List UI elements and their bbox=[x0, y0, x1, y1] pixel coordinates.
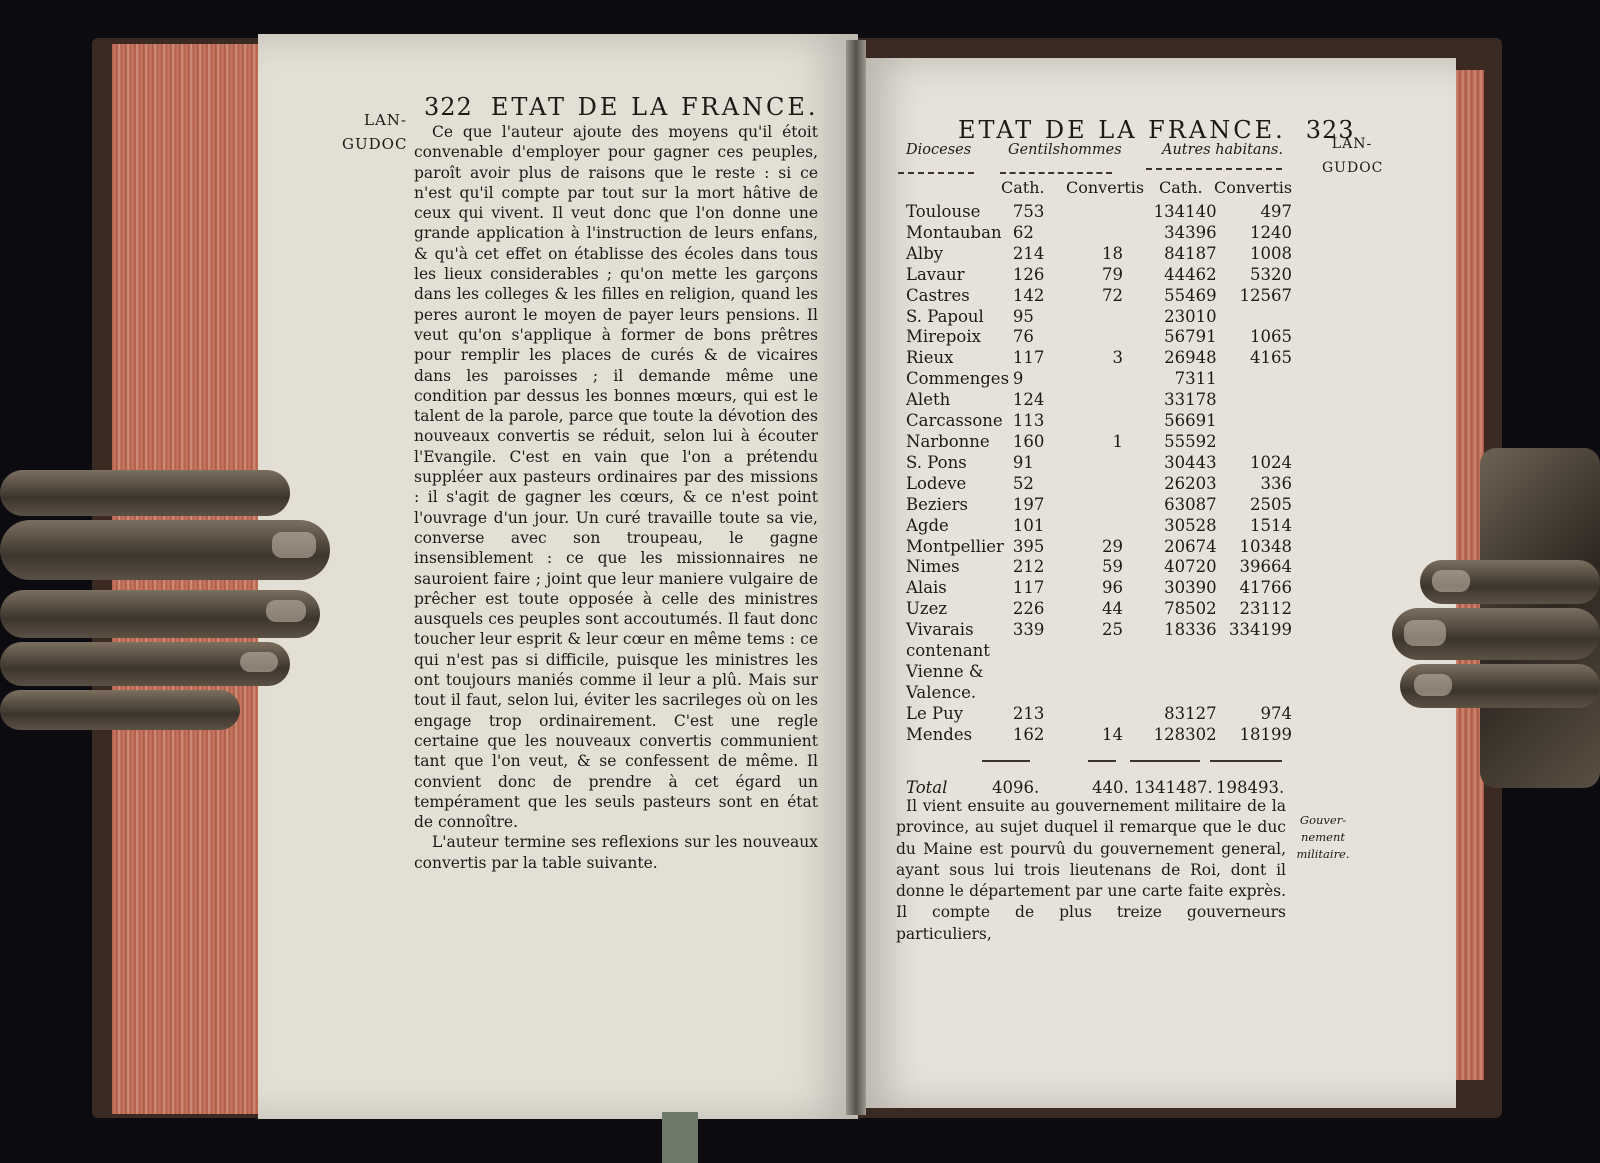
table-row bbox=[906, 599, 1292, 620]
rule bbox=[1146, 168, 1282, 170]
diocese-name: Le Puy bbox=[906, 703, 964, 723]
gentils-convertis-cell: 25 bbox=[1102, 620, 1124, 640]
gentils-convertis-cell: 44 bbox=[1102, 599, 1124, 619]
gentils-cath-cell bbox=[1011, 683, 1056, 704]
autres-convertis-cell: 334199 bbox=[1229, 620, 1292, 640]
left-paragraph-2: L'auteur termine ses reflexions sur les nouveaux convertis par la table suivante. bbox=[414, 833, 818, 872]
right-running-head bbox=[958, 116, 1355, 144]
diocese-name: Alby bbox=[906, 243, 944, 263]
autres-cath-cell bbox=[1129, 662, 1217, 683]
gentils-cath-cell: 753 bbox=[1012, 202, 1045, 221]
gentils-convertis-cell bbox=[1056, 662, 1129, 683]
table-row bbox=[906, 474, 1292, 495]
table-row bbox=[906, 432, 1292, 453]
gentils-convertis-cell bbox=[1056, 704, 1129, 725]
gentils-cath-cell: 162 bbox=[1012, 724, 1045, 744]
gentils-convertis-cell bbox=[1056, 390, 1129, 411]
autres-cath-cell: 33178 bbox=[1164, 390, 1217, 410]
left-running-title: ETAT DE LA FRANCE. bbox=[490, 93, 819, 121]
autres-convertis-cell bbox=[1217, 411, 1292, 432]
right-page-number: 323 bbox=[1305, 116, 1355, 144]
left-paragraph-1: Ce que l'auteur ajoute des moyens qu'il étoit convenable d'employer pour gagner ces peuples, paroît avoir plus de raisons que le reste : si ce n'est qu'il compte par tout sur la mort hâtive de ceux qui vivent. Il veut donc que l'on donne une grande application à l'instruction de leurs enfans, & qu'à cet effet on établisse des écoles dans tous les lieux considerables ; qu'on mette les garçons dans les colleges & les filles en religion, quand les peres auront le moyen de payer leurs pensions. Il veut qu'on s'applique à former de bons prêtres pour remplir les places de curés & de vicaires dans les paroisses ; il demande même une condition par dessus les bonnes mœurs, qui est le talent de la parole, parce que toute la dévotion des nouveaux convertis se réduit, selon lui à écouter l'Evangile. C'est en vain que l'on a prétendu suppléer aux pasteurs ordinaires par des missions : il s'agit de gagner les cœurs, & ce n'est point l'ouvrage d'un jour. Un curé travaille toute sa vie, converse avec son troupeau, le gagne insensiblement : ce que les missionnaires ne sauroient faire ; joint que leur maniere vulgaire de prêcher est toute opposée à celle des ministres ausquels ces peuples sont accoutumés. Il faut donc toucher leur esprit & leur cœur en même tems : ce qui n'est pas si difficile, puisque les ministres les ont toujours maniés comme il leur a plû. Mais sur tout il faut, selon lui, éviter les sacrileges où on les engage trop ordinairement. C'est une regle certaine que les nouveaux convertis communient tant que l'on veut, & se confessent de même. Il convient donc de prendre à cet égard un tempérament que les seuls pasteurs sont en état de connoître. bbox=[414, 123, 818, 832]
autres-convertis-cell: 1008 bbox=[1250, 243, 1292, 263]
diocese-name: Agde bbox=[906, 515, 949, 535]
autres-cath-cell: 26948 bbox=[1164, 348, 1217, 368]
left-hand-finger bbox=[0, 642, 290, 686]
autres-convertis-cell bbox=[1217, 390, 1292, 411]
autres-convertis-cell: 974 bbox=[1260, 703, 1292, 723]
right-paragraph: Il vient ensuite au gouvernement militaire de la province, au sujet duquel il remarque que le duc du Maine est pourvû du gouvernement general, ayant sous lui trois lieutenans de Roi, dont il donne le département par une carte faite exprès. Il compte de plus treize gouverneurs particuliers, bbox=[896, 797, 1286, 943]
left-hand-finger bbox=[0, 520, 330, 580]
autres-cath-cell: 128302 bbox=[1153, 724, 1217, 744]
table-row bbox=[906, 244, 1292, 265]
autres-cath-cell: 40720 bbox=[1164, 557, 1217, 577]
table-row bbox=[906, 495, 1292, 516]
table-row bbox=[906, 390, 1292, 411]
autres-convertis-cell: 23112 bbox=[1239, 599, 1292, 619]
autres-convertis-cell: 12567 bbox=[1239, 285, 1292, 305]
gentils-cath-cell bbox=[1011, 662, 1056, 683]
gentils-convertis-cell bbox=[1056, 474, 1129, 495]
autres-convertis-cell: 18199 bbox=[1239, 724, 1292, 744]
gentils-convertis-cell: 79 bbox=[1102, 264, 1124, 284]
gentils-cath-cell bbox=[1011, 641, 1056, 662]
autres-convertis-cell: 497 bbox=[1260, 202, 1292, 221]
total-autres-cath: 1341487. bbox=[1134, 778, 1213, 797]
total-autres-convertis: 198493. bbox=[1216, 778, 1285, 797]
table-row bbox=[906, 265, 1292, 286]
gentils-convertis-cell bbox=[1056, 327, 1129, 348]
autres-cath-cell bbox=[1129, 683, 1217, 704]
autres-convertis-cell: 10348 bbox=[1239, 536, 1292, 556]
gentils-cath-cell: 52 bbox=[1012, 473, 1034, 493]
autres-cath-cell: 56691 bbox=[1164, 411, 1217, 431]
autres-cath-cell: 30443 bbox=[1164, 452, 1217, 472]
autres-convertis-cell bbox=[1217, 662, 1292, 683]
table-row bbox=[906, 453, 1292, 474]
ribbon-bookmark bbox=[662, 1112, 698, 1163]
right-margin-note: LAN- GUDOC bbox=[1322, 136, 1384, 176]
table-row bbox=[906, 516, 1292, 537]
sub-cath-2: Cath. bbox=[1159, 178, 1203, 197]
gentils-convertis-cell bbox=[1056, 516, 1129, 537]
diocese-name: Lavaur bbox=[906, 264, 965, 284]
autres-cath-cell: 78502 bbox=[1164, 599, 1217, 619]
gentils-cath-cell: 124 bbox=[1012, 390, 1045, 410]
autres-convertis-cell bbox=[1217, 641, 1292, 662]
rule bbox=[982, 760, 1030, 762]
autres-cath-cell: 20674 bbox=[1164, 536, 1217, 556]
table-row bbox=[906, 578, 1292, 599]
total-gentils-convertis: 440. bbox=[1092, 778, 1129, 797]
table-row bbox=[906, 369, 1292, 390]
autres-cath-cell: 134140 bbox=[1153, 202, 1217, 221]
autres-convertis-cell: 2505 bbox=[1250, 494, 1292, 514]
diocese-name: Carcassone bbox=[906, 411, 1003, 431]
gentils-convertis-cell: 72 bbox=[1102, 285, 1124, 305]
autres-convertis-cell: 1065 bbox=[1250, 327, 1292, 347]
right-hand-finger bbox=[1392, 608, 1600, 660]
converts-table bbox=[906, 202, 1292, 746]
left-hand-finger bbox=[0, 470, 290, 516]
diocese-name: Nimes bbox=[906, 557, 960, 577]
gentils-cath-cell: 76 bbox=[1012, 327, 1034, 347]
total-gentils-cath: 4096. bbox=[992, 778, 1040, 797]
right-page-body bbox=[896, 796, 1286, 945]
gentils-cath-cell: 214 bbox=[1012, 243, 1045, 263]
autres-cath-cell: 63087 bbox=[1164, 494, 1217, 514]
autres-cath-cell: 55469 bbox=[1164, 285, 1217, 305]
diocese-name: Narbonne bbox=[906, 431, 990, 451]
rule bbox=[1130, 760, 1200, 762]
gentils-convertis-cell: 59 bbox=[1102, 557, 1124, 577]
gentils-cath-cell: 101 bbox=[1012, 515, 1045, 535]
gentils-cath-cell: 212 bbox=[1012, 557, 1045, 577]
gentils-cath-cell: 113 bbox=[1012, 411, 1045, 431]
autres-cath-cell: 30528 bbox=[1164, 515, 1217, 535]
left-hand-finger bbox=[0, 690, 240, 730]
gentils-cath-cell: 62 bbox=[1012, 222, 1034, 242]
gentils-convertis-cell: 1 bbox=[1112, 431, 1124, 451]
gentils-convertis-cell: 3 bbox=[1112, 348, 1124, 368]
autres-convertis-cell: 5320 bbox=[1250, 264, 1292, 284]
autres-convertis-cell: 1514 bbox=[1250, 515, 1292, 535]
diocese-name: Vivarais bbox=[906, 620, 974, 640]
autres-convertis-cell: 336 bbox=[1260, 473, 1292, 493]
autres-convertis-cell bbox=[1217, 369, 1292, 390]
diocese-name: Castres bbox=[906, 285, 970, 305]
gentils-convertis-cell bbox=[1056, 683, 1129, 704]
right-hand-finger bbox=[1420, 560, 1600, 604]
autres-cath-cell: 56791 bbox=[1164, 327, 1217, 347]
gentils-cath-cell: 95 bbox=[1012, 306, 1034, 326]
diocese-name: Toulouse bbox=[906, 202, 981, 221]
table-row bbox=[906, 411, 1292, 432]
autres-cath-cell: 26203 bbox=[1164, 473, 1217, 493]
gentils-convertis-cell: 29 bbox=[1102, 536, 1124, 556]
table-row bbox=[906, 202, 1292, 223]
table-row bbox=[906, 327, 1292, 348]
sub-convertis-2: Convertis bbox=[1214, 178, 1293, 197]
diocese-name: S. Papoul bbox=[906, 306, 984, 326]
autres-cath-cell: 84187 bbox=[1164, 243, 1217, 263]
table-row bbox=[906, 704, 1292, 725]
left-running-head bbox=[424, 93, 819, 121]
autres-convertis-cell: 1240 bbox=[1250, 222, 1292, 242]
gentils-cath-cell: 197 bbox=[1012, 494, 1045, 514]
gentils-convertis-cell bbox=[1056, 453, 1129, 474]
table-row bbox=[906, 286, 1292, 307]
left-hand-finger bbox=[0, 590, 320, 638]
diocese-name: Lodeve bbox=[906, 473, 967, 493]
table-row bbox=[906, 620, 1292, 641]
right-hand-finger bbox=[1400, 664, 1600, 708]
diocese-name: contenant bbox=[906, 641, 990, 661]
sub-convertis-1: Convertis bbox=[1066, 178, 1145, 197]
autres-cath-cell: 83127 bbox=[1164, 703, 1217, 723]
diocese-name: Vienne & bbox=[906, 661, 984, 681]
table-row bbox=[906, 683, 1292, 704]
diocese-name: Valence. bbox=[906, 682, 977, 702]
right-running-title: ETAT DE LA FRANCE. bbox=[958, 116, 1286, 144]
autres-convertis-cell: 41766 bbox=[1239, 578, 1292, 598]
gentils-cath-cell: 126 bbox=[1012, 264, 1045, 284]
autres-cath-cell: 34396 bbox=[1164, 222, 1217, 242]
table-row bbox=[906, 662, 1292, 683]
diocese-name: Commenges bbox=[906, 369, 1010, 389]
gentils-cath-cell: 117 bbox=[1012, 348, 1045, 368]
left-page-body bbox=[414, 122, 818, 873]
autres-cath-cell bbox=[1129, 641, 1217, 662]
table-row bbox=[906, 537, 1292, 558]
diocese-name: Montauban bbox=[906, 222, 1002, 242]
diocese-name: Alais bbox=[906, 578, 947, 598]
gentils-convertis-cell: 14 bbox=[1102, 724, 1124, 744]
autres-convertis-cell bbox=[1217, 307, 1292, 328]
gentils-convertis-cell bbox=[1056, 202, 1129, 223]
gentils-cath-cell: 142 bbox=[1012, 285, 1045, 305]
gentils-cath-cell: 160 bbox=[1012, 431, 1045, 451]
diocese-name: S. Pons bbox=[906, 452, 967, 472]
diocese-name: Rieux bbox=[906, 348, 954, 368]
left-margin-note: LAN- GUDOC bbox=[342, 111, 408, 153]
table-row bbox=[906, 725, 1292, 746]
gentils-cath-cell: 91 bbox=[1012, 452, 1034, 472]
autres-cath-cell: 23010 bbox=[1164, 306, 1217, 326]
rule bbox=[1210, 760, 1282, 762]
diocese-name: Beziers bbox=[906, 494, 968, 514]
total-label: Total bbox=[906, 778, 948, 797]
header-autres-habitans: Autres habitans. bbox=[1162, 142, 1283, 158]
gentils-convertis-cell bbox=[1056, 307, 1129, 328]
diocese-name: Mirepoix bbox=[906, 327, 981, 347]
gentils-convertis-cell bbox=[1056, 411, 1129, 432]
table-row bbox=[906, 307, 1292, 328]
gentils-cath-cell: 339 bbox=[1012, 620, 1045, 640]
left-page-number: 322 bbox=[424, 93, 473, 121]
autres-convertis-cell: 39664 bbox=[1239, 557, 1292, 577]
book-gutter bbox=[846, 40, 866, 1115]
gentils-convertis-cell bbox=[1056, 223, 1129, 244]
header-gentilshommes: Gentilshommes bbox=[1008, 142, 1122, 158]
gentils-cath-cell: 213 bbox=[1012, 703, 1045, 723]
gentils-convertis-cell: 96 bbox=[1102, 578, 1124, 598]
rule bbox=[1000, 172, 1112, 174]
table-row bbox=[906, 557, 1292, 578]
header-dioceses: Dioceses bbox=[906, 142, 972, 158]
rule bbox=[1088, 760, 1116, 762]
gentils-cath-cell: 226 bbox=[1012, 599, 1045, 619]
autres-cath-cell: 44462 bbox=[1164, 264, 1217, 284]
side-note-gouvernement: Gouver- nement militaire. bbox=[1296, 813, 1350, 861]
table-row bbox=[906, 348, 1292, 369]
autres-convertis-cell bbox=[1217, 432, 1292, 453]
gentils-convertis-cell bbox=[1056, 369, 1129, 390]
diocese-name: Mendes bbox=[906, 724, 973, 744]
autres-cath-cell: 7311 bbox=[1174, 369, 1217, 389]
gentils-cath-cell: 117 bbox=[1012, 578, 1045, 598]
diocese-name: Montpellier bbox=[906, 536, 1004, 556]
gentils-convertis-cell bbox=[1056, 641, 1129, 662]
gentils-cath-cell: 9 bbox=[1012, 369, 1024, 389]
table-row bbox=[906, 223, 1292, 244]
gentils-convertis-cell: 18 bbox=[1102, 243, 1124, 263]
autres-cath-cell: 30390 bbox=[1164, 578, 1217, 598]
autres-convertis-cell: 1024 bbox=[1250, 452, 1292, 472]
autres-convertis-cell: 4165 bbox=[1250, 348, 1292, 368]
sub-cath-1: Cath. bbox=[1001, 178, 1045, 197]
table-row bbox=[906, 641, 1292, 662]
gentils-cath-cell: 395 bbox=[1012, 536, 1045, 556]
autres-cath-cell: 55592 bbox=[1164, 431, 1217, 451]
autres-cath-cell: 18336 bbox=[1164, 620, 1217, 640]
gentils-convertis-cell bbox=[1056, 495, 1129, 516]
diocese-name: Uzez bbox=[906, 599, 948, 619]
rule bbox=[898, 172, 974, 174]
diocese-name: Aleth bbox=[906, 390, 951, 410]
autres-convertis-cell bbox=[1217, 683, 1292, 704]
